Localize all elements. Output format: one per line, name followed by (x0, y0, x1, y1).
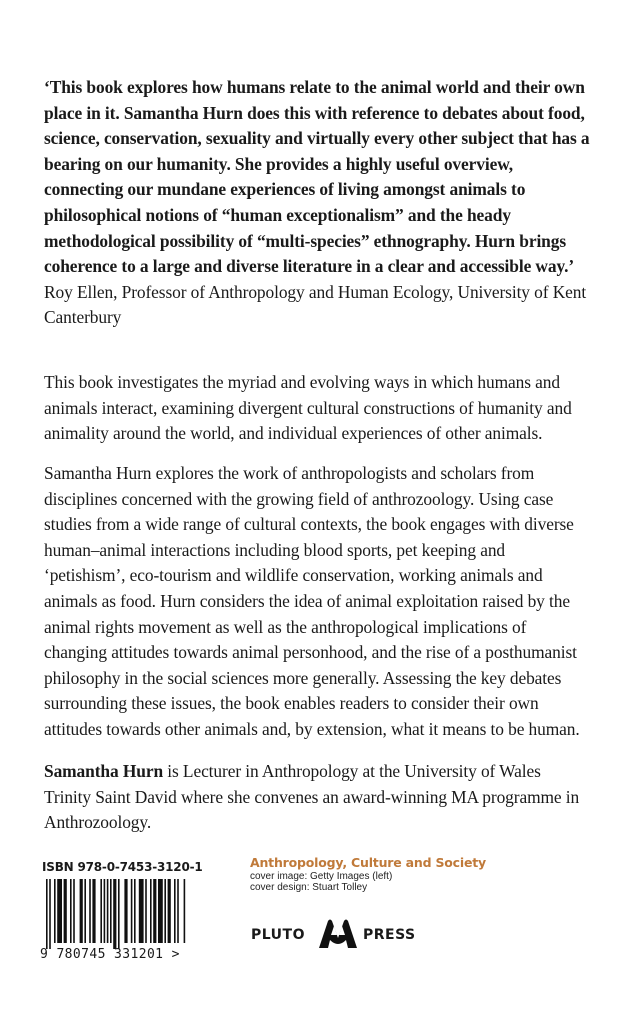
publisher-name-left: PLUTO (251, 927, 306, 943)
quote-text: ‘This book explores how humans relate to the animal world and their own place in it. Samantha Hurn does this with reference to debates about food, science, conservation, sexuality and virtually every other subject that has a bearing on our humanity. She provides a highly useful overview, connecting our mundane experiences of living amongst animals to philosophical notions of “human exceptionalism” and the heady methodological possibility of “multi-species” ethnography. Hurn brings coherence to a large and diverse literature in a clear and accessible way.’ (44, 77, 590, 277)
barcode-bar (46, 879, 48, 949)
barcode-bar (84, 879, 86, 943)
barcode-bar (80, 879, 83, 943)
publisher-name-right: PRESS (363, 927, 416, 943)
author-name: Samantha Hurn (44, 761, 164, 781)
barcode-bar (164, 879, 166, 943)
barcode-bar (168, 879, 171, 943)
description-text: This book investigates the myriad and evolving ways in which humans and animals interact, examining divergent cultural constructions of humanity and animality around the world, and individual experiences of other animals. (44, 372, 572, 444)
barcode-digits: 9 780745 331201 > (40, 947, 180, 962)
barcode-bar (174, 879, 176, 943)
barcode-bar (124, 879, 127, 943)
barcode-bar (158, 879, 163, 943)
cover-image-credit: cover image: Getty Images (left) (250, 871, 393, 882)
barcode-bar (104, 879, 106, 943)
isbn-label: ISBN 978-0-7453-3120-1 (42, 860, 203, 874)
barcode-bar (89, 879, 91, 943)
barcode-bar (131, 879, 133, 943)
barcode-bar (118, 879, 120, 949)
barcode-icon (44, 879, 188, 949)
series-title: Anthropology, Culture and Society (250, 855, 486, 870)
body-text: Samantha Hurn explores the work of anthropologists and scholars from disciplines concerned with the growing field of anthrozoology. Using case studies from a wide range of cultural contexts, the book engages with diverse human–animal interactions including blood sports, pet keeping and ‘petishism’, eco-tourism and wildlife conservation, working animals and animals as food. Hurn considers the idea of animal exploitation raised by the animal rights movement as well as the anthropological implications of changing attitudes towards animal personhood, and the rise of a posthumanist philosophy in the social sciences more generally. Assessing the key debates surrounding these issues, the book enables readers to consider their own attitudes towards other animals and, by extension, what it means to be human. (44, 463, 580, 739)
pluto-press-logo-icon (317, 918, 359, 948)
barcode-bar (70, 879, 72, 943)
barcode-bar (100, 879, 102, 943)
barcode-bar (150, 879, 152, 943)
barcode-bar (134, 879, 136, 943)
barcode-area (40, 860, 203, 966)
bio-paragraph (44, 759, 590, 836)
barcode-bar (92, 879, 95, 943)
barcode-bar (73, 879, 75, 943)
barcode-bar (153, 879, 156, 943)
barcode-bar (184, 879, 186, 943)
bio-text: is Lecturer in Anthropology at the University of Wales Trinity Saint David where she convenes an award-winning MA programme in Anthrozoology. (44, 761, 580, 833)
barcode-bar (110, 879, 112, 943)
cover-design-credit: cover design: Stuart Tolley (250, 882, 368, 893)
author-bio (44, 759, 590, 836)
barcode-bar (64, 879, 67, 943)
barcode-bar (107, 879, 109, 943)
barcode-bar (145, 879, 147, 943)
endorsement-quote (44, 75, 590, 331)
barcode-bar (49, 879, 51, 949)
barcode-bar (54, 879, 56, 943)
barcode-bar (177, 879, 179, 943)
quote-attribution: Roy Ellen, Professor of Anthropology and Human Ecology, University of Kent Canterbury (44, 281, 587, 328)
body-paragraph (44, 461, 590, 743)
barcode-bar (113, 879, 116, 949)
publisher-logo (251, 918, 431, 950)
barcode-bar (57, 879, 62, 943)
barcode-bar (139, 879, 144, 943)
description-paragraph (44, 370, 590, 447)
